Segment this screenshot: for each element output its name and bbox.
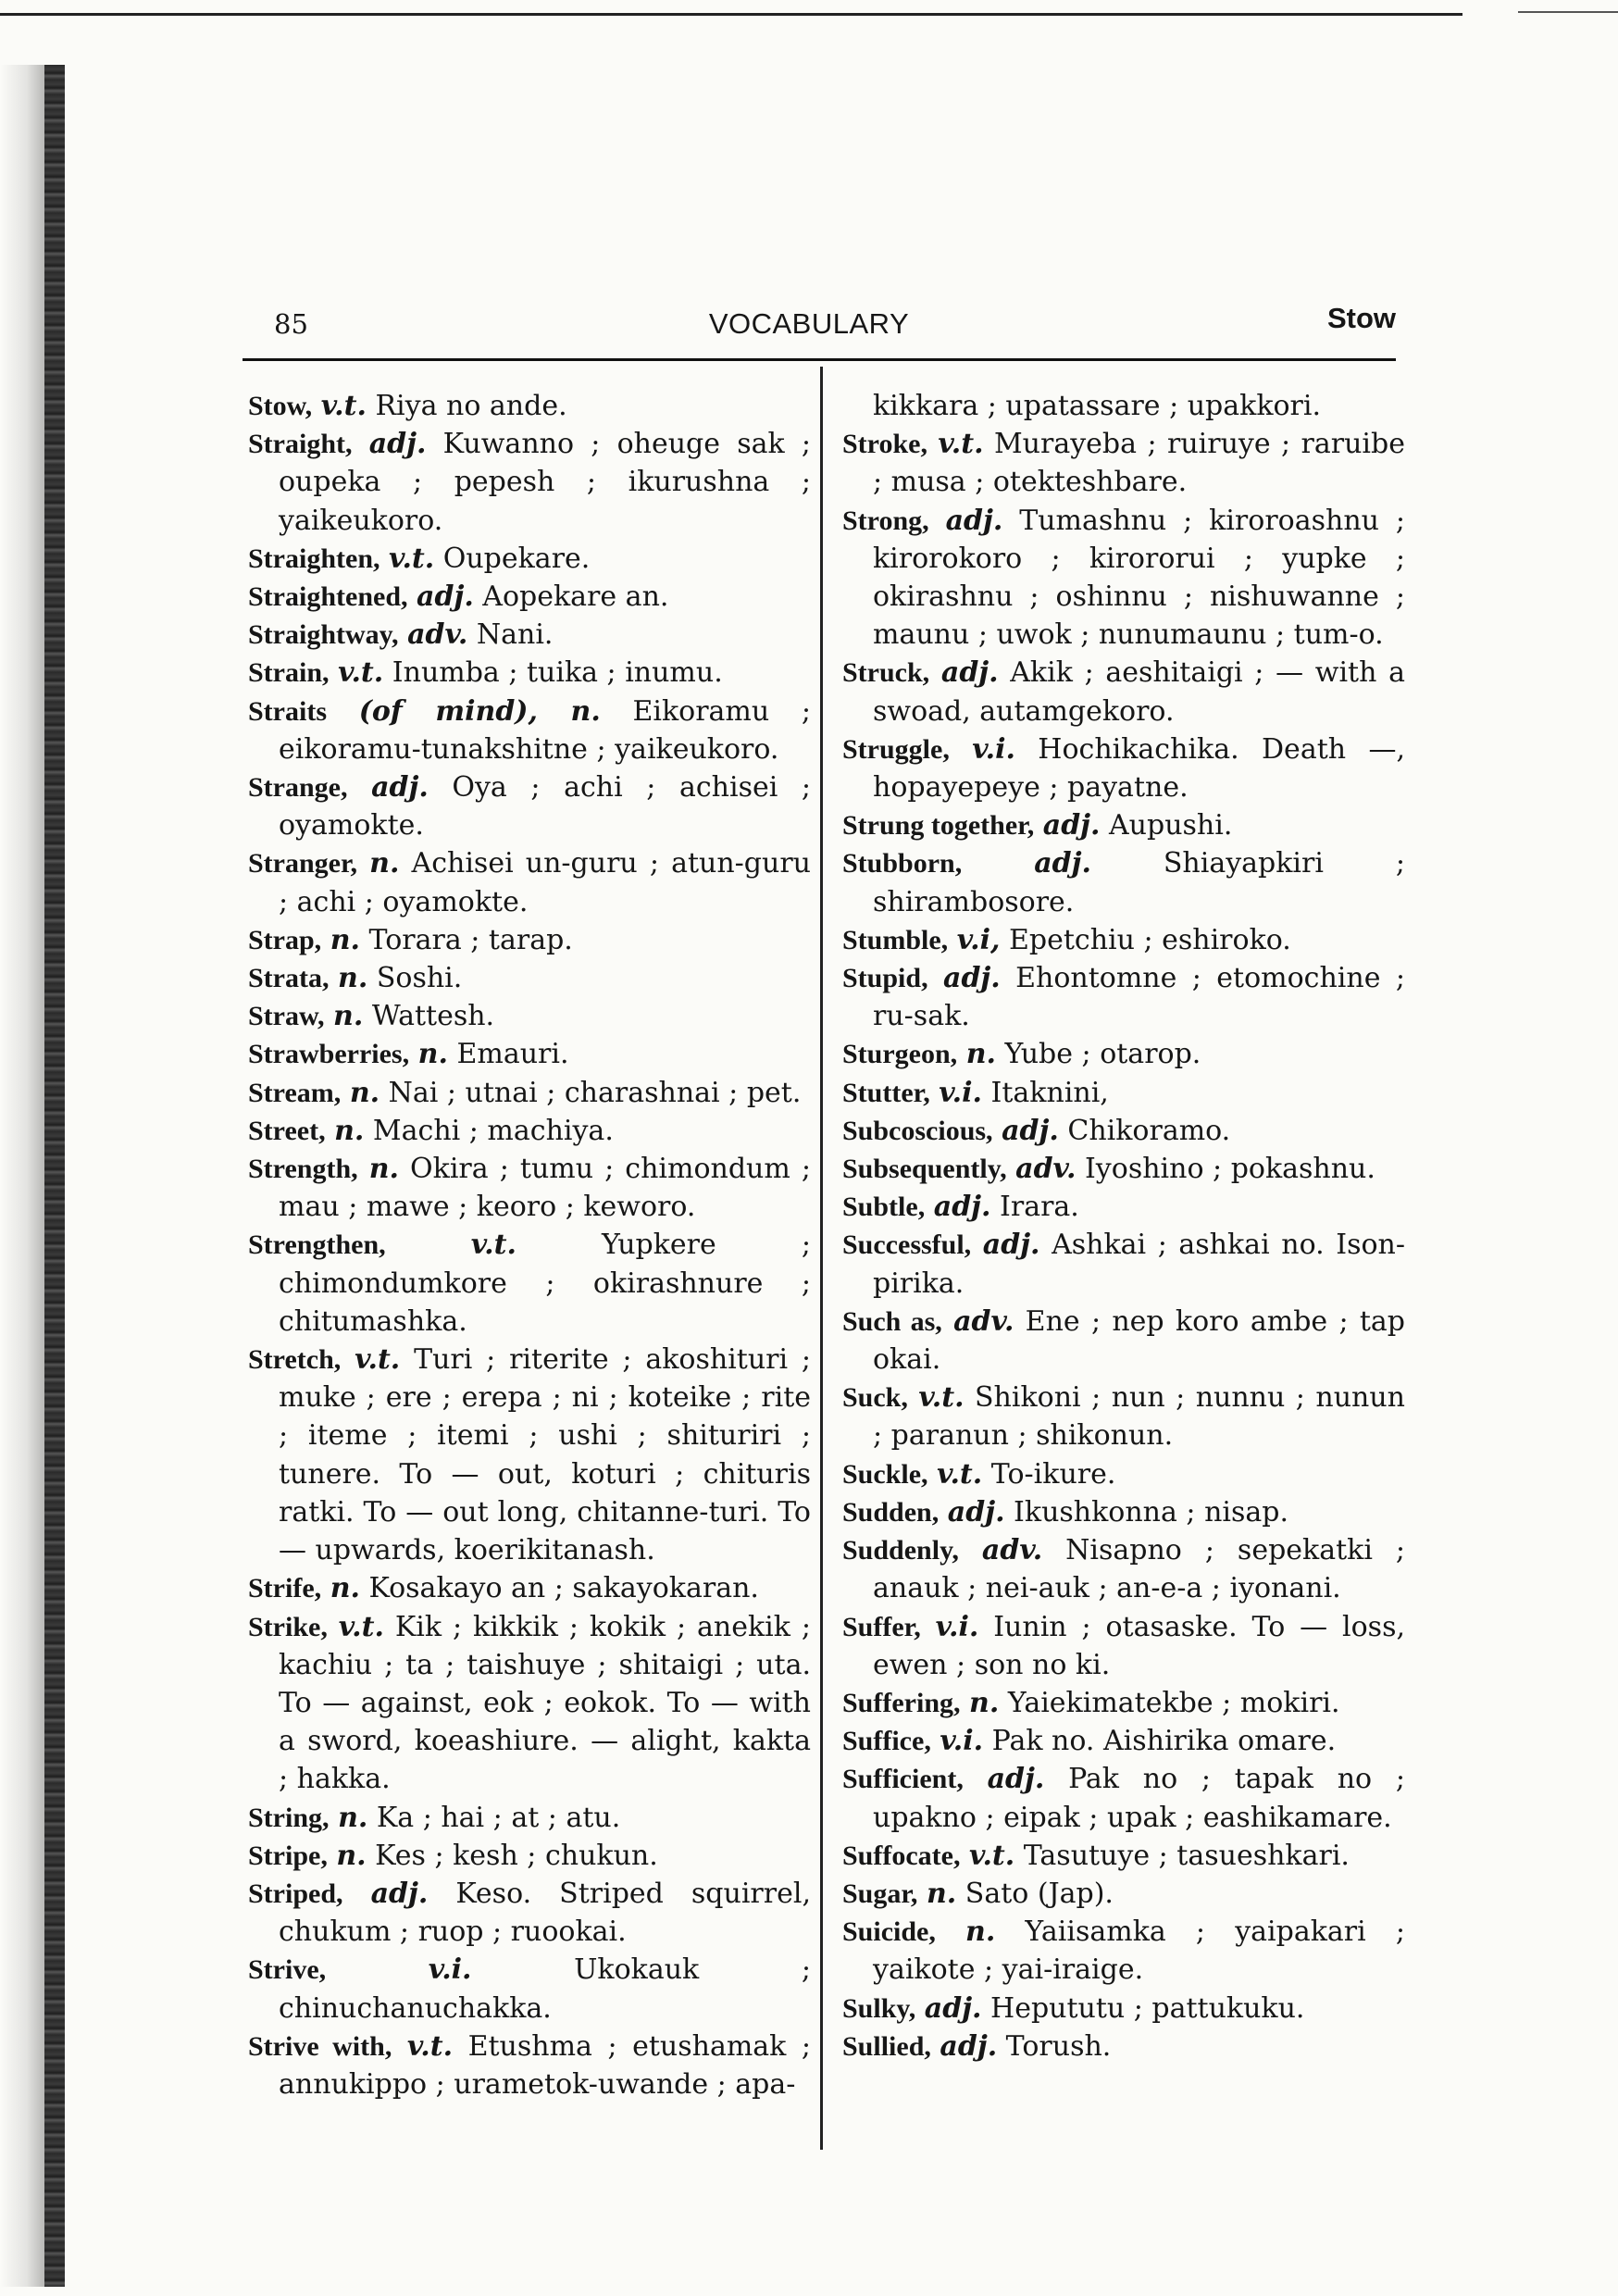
dictionary-entry (248, 1035, 811, 1073)
entry-part-of-speech: n. (338, 962, 368, 995)
entry-part-of-speech: n. (965, 1915, 996, 1949)
entry-part-of-speech: adj. (940, 2029, 998, 2063)
dictionary-entry (248, 1226, 811, 1341)
dictionary-entry (842, 1150, 1405, 1188)
entry-definition: Machi ; machiya. (364, 1114, 614, 1147)
entry-headword: Suffering, (842, 1687, 961, 1718)
entry-definition: Soshi. (367, 962, 463, 995)
entry-headword: Strung together, (842, 810, 1035, 842)
entry-headword: Suck, (842, 1382, 908, 1414)
entry-definition: Achisei un-guru ; atun-guru ; achi ; oyamokte. (279, 847, 811, 918)
entry-headword: Struggle, (842, 733, 950, 765)
entry-headword: Straighten, (248, 543, 380, 574)
entry-headword: Sufficient, (842, 1764, 964, 1795)
entry-definition: Pak no ; tapak no ; upakno ; eipak ; upak ; eashikamare. (873, 1763, 1405, 1834)
dictionary-entry (248, 578, 811, 616)
dictionary-entry (248, 1608, 811, 1799)
entry-headword: Straight, (248, 429, 353, 460)
entry-headword: Suckle, (842, 1458, 928, 1490)
dictionary-entry (248, 921, 811, 959)
entry-definition: Itaknini, (981, 1076, 1109, 1109)
entry-part-of-speech: adj. (371, 771, 429, 805)
entry-definition: Kik ; kikkik ; kokik ; anekik ; kachiu ; ta ; taishuye ; shitaigi ; uta. To — against, eok ; eokok. To — with a sword, koeashiure. — alight, kakta ; hakka. (279, 1610, 811, 1796)
entry-headword: Suffice, (842, 1726, 931, 1757)
entry-definition: Ka ; hai ; at ; atu. (367, 1801, 621, 1834)
entry-definition: Sato (Jap). (956, 1877, 1114, 1910)
entry-headword: Street, (248, 1115, 326, 1146)
entry-part-of-speech: adj. (933, 1191, 991, 1224)
entry-headword: Subtle, (842, 1192, 926, 1223)
dictionary-entry (842, 1913, 1405, 1989)
entry-definition: Aopekare an. (473, 580, 669, 614)
entry-part-of-speech: adv. (1015, 1153, 1077, 1186)
entry-part-of-speech: n. (349, 1076, 380, 1109)
entry-definition: Kuwanno ; oheuge sak ; oupeka ; pepesh ; ikurushna ; yaikeukoro. (279, 428, 811, 537)
dictionary-entry (842, 1303, 1405, 1379)
entry-headword: Strange, (248, 772, 348, 804)
dictionary-entry (248, 654, 811, 692)
entry-headword: Sullied, (842, 2030, 931, 2062)
entry-definition: Epetchiu ; eshiroko. (1000, 923, 1291, 956)
dictionary-entry (248, 1150, 811, 1226)
entry-headword: Successful, (842, 1229, 972, 1261)
entry-definition: Hepututu ; pattukuku. (981, 1991, 1305, 2025)
entry-definition: To-ikure. (982, 1457, 1116, 1491)
dictionary-entry (842, 1188, 1405, 1226)
dictionary-entry (248, 1799, 811, 1837)
entry-definition: Iunin ; otasaske. To — loss, ewen ; son no ki. (873, 1610, 1405, 1681)
entry-definition: Murayeba ; ruiruye ; raruibe ; musa ; otekteshbare. (873, 428, 1405, 499)
entry-headword: Stubborn, (842, 848, 963, 880)
entry-headword: Stretch, (248, 1344, 342, 1376)
dictionary-entry (842, 959, 1405, 1035)
entry-part-of-speech: v.t. (918, 1381, 965, 1415)
dictionary-entry (842, 1379, 1405, 1454)
entry-definition: Yaiekimatekbe ; mokiri. (999, 1686, 1340, 1719)
entry-definition: Emauri. (447, 1038, 569, 1071)
dictionary-entry (842, 1493, 1405, 1531)
dictionary-entry (248, 425, 811, 540)
entry-headword: Such as, (842, 1305, 942, 1337)
entry-part-of-speech: n. (336, 1839, 367, 1872)
dictionary-entry (842, 2028, 1405, 2065)
entry-definition: Ene ; nep koro ambe ; tap okai. (873, 1304, 1405, 1377)
entry-headword: Straits (248, 695, 327, 727)
entry-part-of-speech: (of mind), n. (358, 694, 601, 728)
entry-definition: Tasutuye ; tasueshkari. (1014, 1839, 1350, 1872)
entry-headword: Striped, (248, 1878, 343, 1909)
entry-part-of-speech: adv. (953, 1304, 1014, 1338)
entry-headword: Strawberries, (248, 1039, 410, 1070)
book-spine (44, 65, 65, 2287)
entry-part-of-speech: adj. (943, 962, 1001, 995)
entry-definition: Aupushi. (1100, 809, 1233, 842)
entry-definition: Nisapno ; sepekatki ; anauk ; nei-auk ; an-e-a ; iyonani. (873, 1534, 1405, 1605)
entry-part-of-speech: v.i. (940, 1725, 984, 1758)
entry-definition: kikkara ; upatassare ; upakkori. (873, 390, 1322, 422)
entry-definition: Nani. (467, 618, 554, 652)
entry-part-of-speech: n. (368, 1153, 399, 1186)
dictionary-entry (842, 1455, 1405, 1493)
entry-part-of-speech: adj. (947, 1495, 1005, 1529)
entry-headword: Strap, (248, 924, 322, 955)
entry-headword: Strive with, (248, 2030, 392, 2062)
entry-definition: Kosakayo an ; sakayokaran. (359, 1572, 759, 1605)
entry-definition: Ikushkonna ; nisap. (1004, 1495, 1289, 1529)
entry-definition: Irara. (990, 1191, 1079, 1224)
dictionary-entry (842, 1760, 1405, 1836)
dictionary-entry (842, 654, 1405, 730)
dictionary-entry (248, 616, 811, 654)
entry-part-of-speech: v.i. (935, 1610, 979, 1643)
dictionary-entry (842, 1684, 1405, 1722)
entry-definition: Yupkere ; chimondumkore ; okirashnure ; chitumashka. (279, 1229, 811, 1338)
guide-word: Stow (1326, 302, 1396, 334)
entry-definition: Shikoni ; nun ; nunnu ; nunun ; paranun ; shikonun. (873, 1381, 1405, 1453)
dictionary-entry (248, 768, 811, 844)
entry-headword: Stupid, (842, 963, 928, 994)
dictionary-entry (248, 2028, 811, 2103)
dictionary-entry (248, 1875, 811, 1951)
entry-part-of-speech: adv. (981, 1534, 1043, 1567)
entry-headword: Strain, (248, 657, 330, 689)
entry-definition: Yaiisamka ; yaipakari ; yaikote ; yai-iraige. (873, 1915, 1405, 1987)
entry-headword: Stutter, (842, 1077, 930, 1108)
entry-definition: Wattesh. (363, 1000, 495, 1033)
entry-definition: Torush. (997, 2029, 1112, 2063)
entry-part-of-speech: n. (417, 1038, 448, 1071)
dictionary-entry (842, 1608, 1405, 1684)
dictionary-entry (842, 921, 1405, 959)
entry-part-of-speech: v.t. (406, 2029, 454, 2063)
entry-definition: Riya no ande. (366, 390, 567, 422)
entry-part-of-speech: v.i. (428, 1953, 472, 1987)
entry-part-of-speech: v.t. (320, 390, 367, 422)
book-gutter-shadow (0, 65, 44, 2287)
entry-part-of-speech: v.t. (389, 542, 435, 575)
dictionary-entry (842, 1035, 1405, 1073)
entry-part-of-speech: adj. (982, 1229, 1040, 1262)
dictionary-entry (842, 1226, 1405, 1302)
running-head: VOCABULARY (708, 307, 910, 340)
right-column (842, 387, 1405, 2065)
dictionary-entry (248, 1569, 811, 1607)
entry-headword: Subcoscious, (842, 1115, 993, 1146)
entry-headword: Stream, (248, 1077, 342, 1108)
entry-definition: Shiayapkiri ; shirambosore. (873, 847, 1405, 918)
entry-part-of-speech: n. (330, 923, 360, 956)
entry-part-of-speech: n. (926, 1877, 957, 1910)
dictionary-entry (248, 1112, 811, 1150)
entry-part-of-speech: n. (969, 1686, 1000, 1719)
dictionary-entry (842, 387, 1405, 425)
entry-part-of-speech: adj. (417, 580, 474, 614)
entry-part-of-speech: adj. (368, 428, 427, 461)
dictionary-entry (248, 1837, 811, 1875)
dictionary-entry (842, 502, 1405, 655)
entry-headword: String, (248, 1802, 330, 1833)
entry-part-of-speech: adj. (987, 1763, 1045, 1796)
entry-definition: Kes ; kesh ; chukun. (366, 1839, 658, 1872)
dictionary-entry (842, 1837, 1405, 1875)
dictionary-entry (842, 1875, 1405, 1913)
entry-definition: Inumba ; tuika ; inumu. (383, 656, 723, 690)
entry-headword: Straightened, (248, 581, 408, 613)
dictionary-entry (248, 693, 811, 768)
entry-part-of-speech: n. (333, 1000, 364, 1033)
entry-headword: Strive, (248, 1954, 327, 1986)
dictionary-entry (248, 959, 811, 997)
entry-headword: Strata, (248, 963, 330, 994)
entry-headword: Stranger, (248, 848, 358, 880)
entry-part-of-speech: v.t. (470, 1229, 517, 1262)
entry-headword: Stumble, (842, 924, 949, 955)
entry-part-of-speech: adj. (940, 656, 999, 690)
entry-part-of-speech: v.i. (972, 732, 1015, 766)
entry-part-of-speech: v.t. (938, 428, 984, 461)
entry-definition: Oya ; achi ; achisei ; oyamokte. (279, 771, 811, 842)
dictionary-entry (842, 1531, 1405, 1607)
entry-headword: Sudden, (842, 1496, 940, 1528)
entry-definition: Torara ; tarap. (360, 923, 573, 956)
entry-part-of-speech: adj. (370, 1877, 429, 1910)
column-divider (820, 367, 823, 2150)
entry-headword: Suicide, (842, 1916, 936, 1948)
entry-part-of-speech: n. (965, 1038, 996, 1071)
entry-definition: Ashkai ; ashkai no. Ison-pirika. (873, 1229, 1405, 1300)
entry-part-of-speech: adj. (924, 1991, 982, 2025)
entry-headword: Stripe, (248, 1840, 328, 1871)
dictionary-entry (248, 844, 811, 920)
entry-part-of-speech: adj. (1002, 1114, 1059, 1147)
entry-definition: Pak no. Aishirika omare. (983, 1725, 1337, 1758)
entry-definition: Iyoshino ; pokashnu. (1076, 1153, 1375, 1186)
entry-headword: Straw, (248, 1001, 325, 1032)
header-rule (243, 358, 1396, 361)
entry-definition: Turi ; riterite ; akoshituri ; muke ; ere ; erepa ; ni ; koteike ; rite ; iteme ; itemi ; ushi ; shituriri ; tunere. To — out, koturi ; chituris ratki. To — out long, chitanne-turi. To — upwards, koerikitanash. (279, 1343, 811, 1567)
entry-part-of-speech: v.i. (939, 1076, 982, 1109)
dictionary-entry (248, 1951, 811, 2027)
entry-part-of-speech: n. (369, 847, 400, 880)
entry-part-of-speech: adj. (1034, 847, 1091, 880)
entry-part-of-speech: adv. (407, 618, 468, 652)
entry-part-of-speech: v.t. (338, 656, 384, 690)
entry-headword: Subsequently, (842, 1154, 1007, 1185)
entry-headword: Sturgeon, (842, 1039, 958, 1070)
dictionary-entry (248, 387, 811, 425)
entry-definition: Ukokauk ; chinuchanuchakka. (279, 1953, 811, 2025)
scan-edge-line (0, 13, 1462, 16)
dictionary-entry (842, 1990, 1405, 2028)
entry-part-of-speech: v.t. (338, 1610, 384, 1643)
entry-part-of-speech: v.t. (355, 1343, 401, 1377)
entry-headword: Suffer, (842, 1611, 921, 1642)
dictionary-entry (842, 425, 1405, 501)
entry-headword: Strike, (248, 1611, 328, 1642)
dictionary-entry (842, 1112, 1405, 1150)
entry-headword: Suddenly, (842, 1535, 959, 1566)
entry-definition: Nai ; utnai ; charashnai ; pet. (380, 1076, 802, 1109)
entry-part-of-speech: v.i, (956, 923, 1001, 956)
entry-definition: Yube ; otarop. (996, 1038, 1201, 1071)
entry-headword: Sugar, (842, 1878, 918, 1909)
entry-part-of-speech: v.t. (937, 1457, 983, 1491)
entry-definition: Akik ; aeshitaigi ; — with a swoad, autamgekoro. (873, 656, 1405, 728)
entry-part-of-speech: n. (330, 1572, 360, 1605)
entry-headword: Strength, (248, 1154, 358, 1185)
entry-definition: Oupekare. (434, 542, 591, 575)
dictionary-entry (842, 730, 1405, 806)
entry-part-of-speech: adj. (945, 504, 1003, 537)
entry-definition: Chikoramo. (1058, 1114, 1231, 1147)
entry-headword: Stow, (248, 391, 313, 421)
entry-definition: Keso. Striped squirrel, chukum ; ruop ; ruookai. (279, 1877, 811, 1949)
entry-part-of-speech: adj. (1042, 809, 1101, 842)
dictionary-entry (248, 1341, 811, 1569)
page-number: 85 (274, 308, 308, 340)
entry-headword: Stroke, (842, 429, 927, 460)
entry-part-of-speech: n. (338, 1801, 368, 1834)
entry-part-of-speech: n. (334, 1114, 365, 1147)
left-column (248, 387, 811, 2103)
dictionary-entry (842, 1074, 1405, 1112)
entry-definition: Hochikachika. Death —, hopayepeye ; payatne. (873, 732, 1405, 805)
entry-definition: Eikoramu ; eikoramu-tunakshitne ; yaikeukoro. (279, 694, 811, 766)
entry-headword: Struck, (842, 657, 930, 689)
entry-headword: Strengthen, (248, 1229, 386, 1261)
dictionary-entry (842, 806, 1405, 844)
entry-definition: Tumashnu ; kiroroashnu ; kirorokoro ; kirororui ; yupke ; okirashnu ; oshinnu ; nishuwanne ; maunu ; uwok ; nunumaunu ; tum-o. (873, 504, 1405, 652)
dictionary-entry (842, 844, 1405, 920)
entry-headword: Straightway, (248, 619, 399, 651)
dictionary-entry (248, 1074, 811, 1112)
scan-edge-line-right (1518, 11, 1618, 13)
entry-part-of-speech: v.t. (969, 1839, 1015, 1872)
entry-headword: Sulky, (842, 1992, 916, 2024)
entry-headword: Strong, (842, 505, 929, 536)
entry-headword: Suffocate, (842, 1840, 961, 1871)
entry-headword: Strife, (248, 1573, 322, 1604)
entry-definition: Okira ; tumu ; chimondum ; mau ; mawe ; keoro ; keworo. (279, 1153, 811, 1224)
entry-definition: Ehontomne ; etomochine ; ru-sak. (873, 962, 1405, 1033)
dictionary-entry (248, 997, 811, 1035)
dictionary-entry (842, 1722, 1405, 1760)
entry-definition: Etushma ; etushamak ; annukippo ; urametok-uwande ; apa- (279, 2029, 811, 2101)
dictionary-entry (248, 540, 811, 578)
